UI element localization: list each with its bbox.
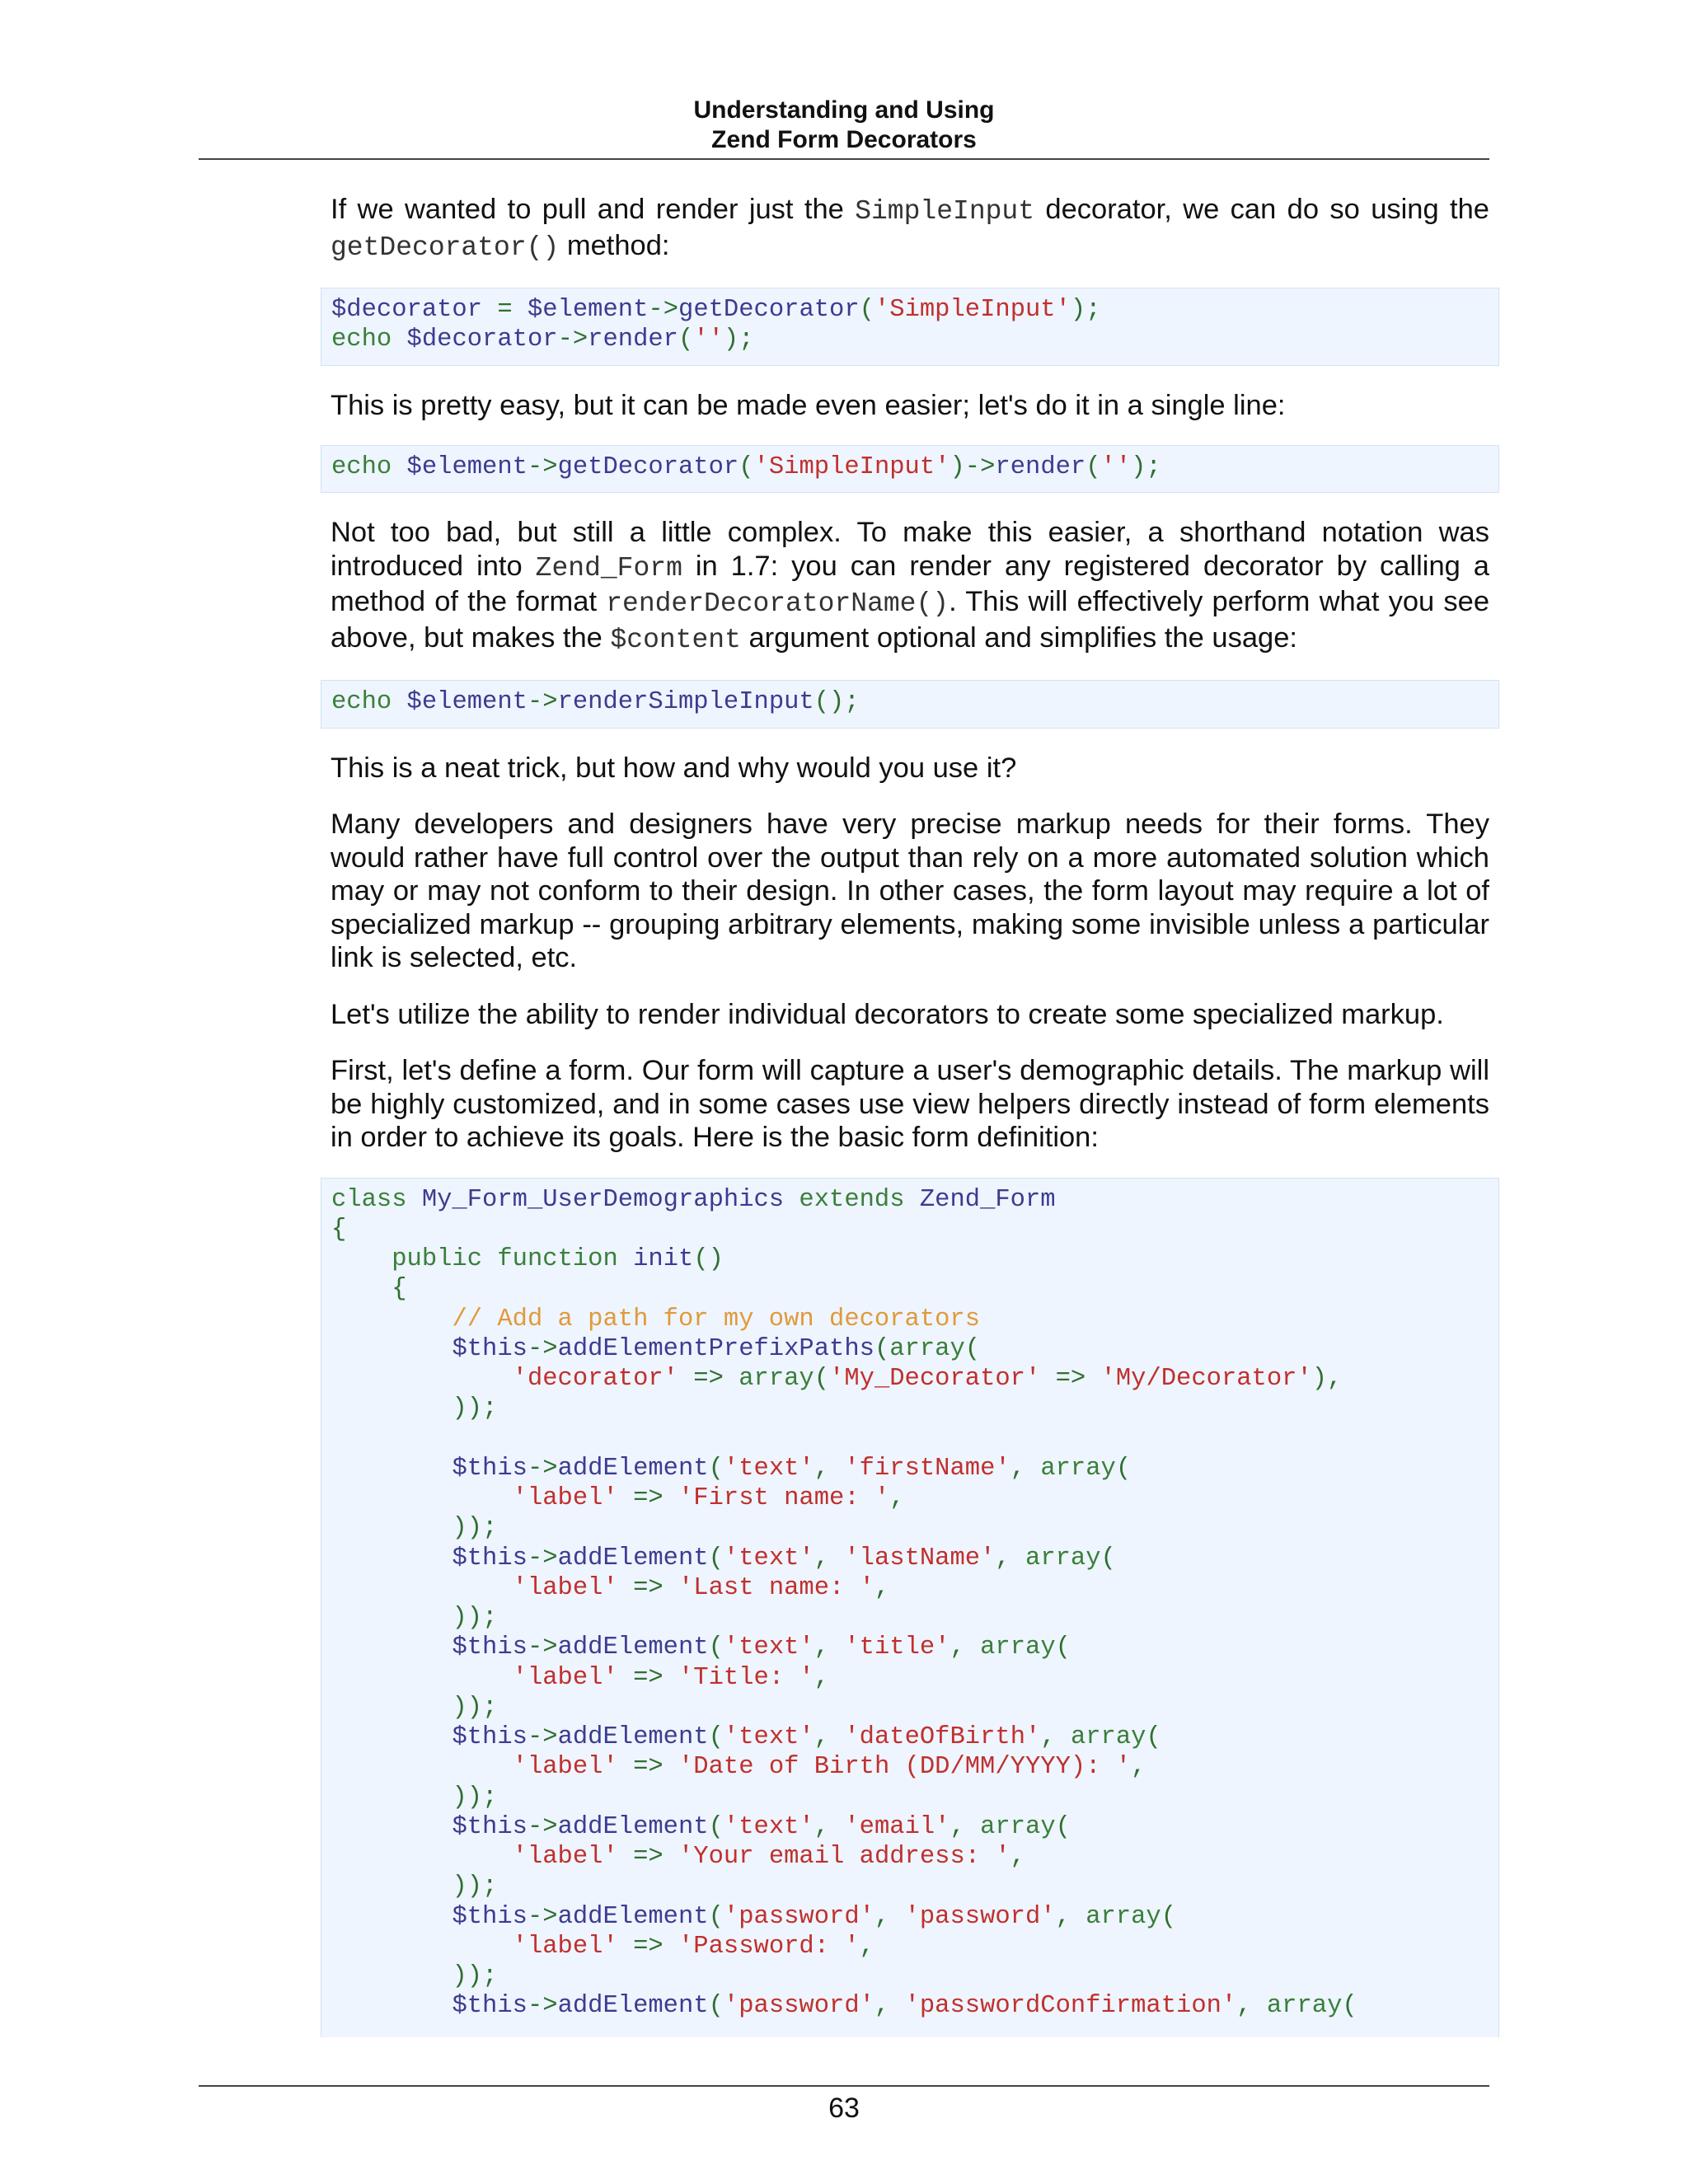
inline-code: getDecorator() (331, 232, 560, 263)
paragraph-7: First, let's define a form. Our form will capture a user's demographic details. The markup will be highly customized, and in some cases use view helpers directly instead of form elements in order to achieve its goals. Here is the basic form definition: (331, 1055, 1489, 1153)
header-rule (199, 158, 1489, 160)
code-block-1: $decorator = $element->getDecorator('SimpleInput'); echo $decorator->render(''); (321, 288, 1499, 366)
paragraph-2: This is pretty easy, but it can be made even easier; let's do it in a single line: (331, 389, 1286, 421)
page-body (331, 193, 1489, 2037)
text-span: method: (559, 229, 670, 261)
paragraph-4: This is a neat trick, but how and why would you use it? (331, 752, 1017, 784)
footer-rule (199, 2085, 1489, 2087)
inline-code: $content (610, 624, 741, 655)
paragraph-6: Let's utilize the ability to render individual decorators to create some specialized markup. (331, 998, 1444, 1030)
text-span: . This will effectively perform what you see above, but makes the (331, 586, 1490, 654)
code-block-4: class My_Form_UserDemographics extends Zend_Form { public function init() { // Add a path for my own decorators $this->addElementPrefixPaths(array( 'decorator' => array('My_Decorator' => 'My/Decorator'), )); $this->addElement('text', 'firstName', array( 'label' => 'First name: ', )); $this->addElement('text', 'lastName', array( 'label' => 'Last name: ', )); $this->addElement('text', 'title', array( 'label' => 'Title: ', )); $this->addElement('text', 'dateOfBirth', array( 'label' => 'Date of Birth (DD/MM/YYYY): ', )); $this->addElement('text', 'email', array( 'label' => 'Your email address: ', )); $this->addElement('password', 'password', array( 'label' => 'Password: ', )); $this->addElement('password', 'passwordConfirmation', array( (321, 1178, 1499, 2037)
running-header (199, 96, 1489, 155)
code-block-2: echo $element->getDecorator('SimpleInput')->render(''); (321, 445, 1499, 493)
text-span: argument optional and simplifies the usage: (740, 621, 1297, 654)
inline-code: SimpleInput (855, 196, 1035, 227)
header-line-1: Understanding and Using (693, 96, 995, 124)
inline-code: renderDecoratorName() (606, 588, 950, 620)
page-number: 63 (828, 2093, 860, 2124)
paragraph-1 (331, 193, 1489, 265)
paragraph-5: Many developers and designers have very precise markup needs for their forms. They would rather have full control over the output than rely on a more automated solution which may or may not conform to their design. In other cases, the form layout may require a lot of specialized markup -- grouping arbitrary elements, making some invisible unless a particular link is selected, etc. (331, 808, 1489, 973)
inline-code: Zend_Form (535, 552, 682, 583)
text-span: decorator, we can do so using the (1034, 194, 1489, 225)
paragraph-3 (331, 516, 1489, 657)
text-span: If we wanted to pull and render just the (331, 194, 856, 225)
text-span: in 1.7: you can render any registered decorator by calling a method of the format (331, 550, 1489, 618)
text-span: Not too bad, but still a little complex. To make this easier, a shorthand notation was introduced into (331, 517, 1489, 582)
header-line-2: Zend Form Decorators (711, 126, 977, 153)
code-block-3: echo $element->renderSimpleInput(); (321, 680, 1499, 728)
